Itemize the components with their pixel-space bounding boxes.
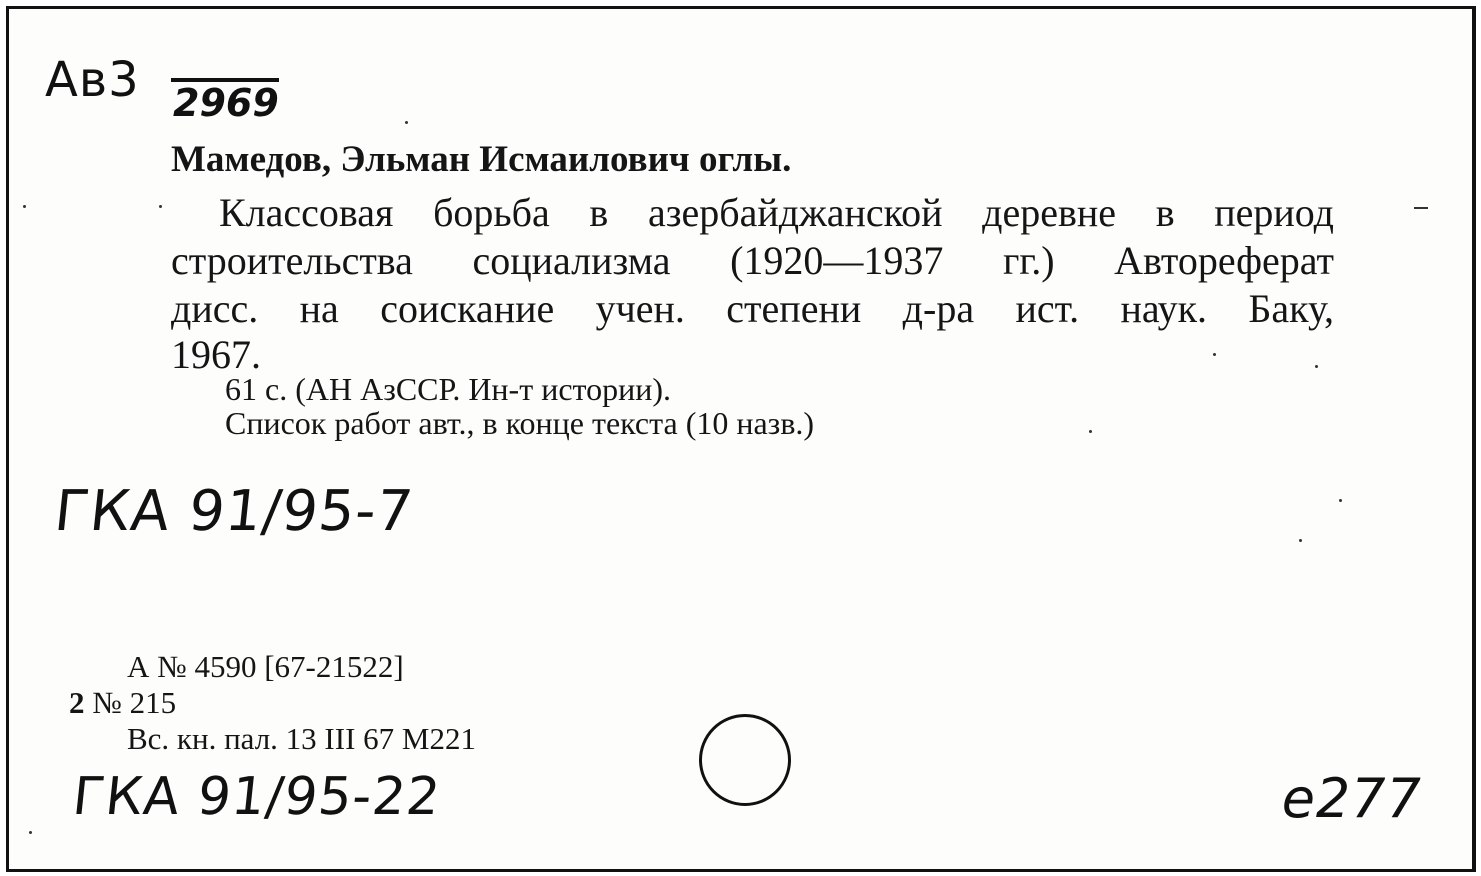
speckle <box>29 831 32 834</box>
speckle <box>405 121 408 124</box>
accession-line-1: А № 4590 [67-21522] <box>127 649 404 684</box>
punch-hole <box>699 714 791 806</box>
speckle <box>1213 353 1216 356</box>
catalog-card <box>6 6 1476 872</box>
speckle <box>23 205 26 208</box>
speckle <box>1089 430 1092 433</box>
speckle <box>1315 365 1318 368</box>
title-line-3: дисс. на соискание учен. степени д-ра ист. наук. Баку, <box>171 286 1334 331</box>
title-line-2: строительства социализма (1920—1937 гг.) Автореферат <box>171 238 1334 283</box>
accession-line-3: Вс. кн. пал. 13 III 67 М221 <box>127 721 476 756</box>
speckle <box>1339 499 1342 502</box>
call-prefix: Ав3 <box>45 52 140 108</box>
title-line-1: Классовая борьба в азербайджанской деревне в период <box>219 190 1334 235</box>
corner-code: е277 <box>1281 767 1422 830</box>
speckle <box>159 205 162 208</box>
speckle <box>1299 539 1302 542</box>
accession-line-2-number: 2 <box>69 685 85 720</box>
accession-line-2-rest: № 215 <box>84 685 177 720</box>
title-line-4: 1967. <box>171 332 261 377</box>
accession-line-2 <box>69 685 176 721</box>
call-number: 2969 <box>173 81 279 125</box>
bibliography-note: Список работ авт., в конце текста (10 назв.) <box>225 405 815 441</box>
shelf-mark-1: ГКА 91/95-7 <box>51 479 417 544</box>
speckle <box>1414 207 1428 209</box>
shelf-mark-2: ГКА 91/95-22 <box>69 767 444 827</box>
author-heading: Мамедов, Эльман Исмаилович оглы. <box>171 139 792 180</box>
collation-note: 61 с. (АН АзССР. Ин-т истории). <box>225 371 671 407</box>
